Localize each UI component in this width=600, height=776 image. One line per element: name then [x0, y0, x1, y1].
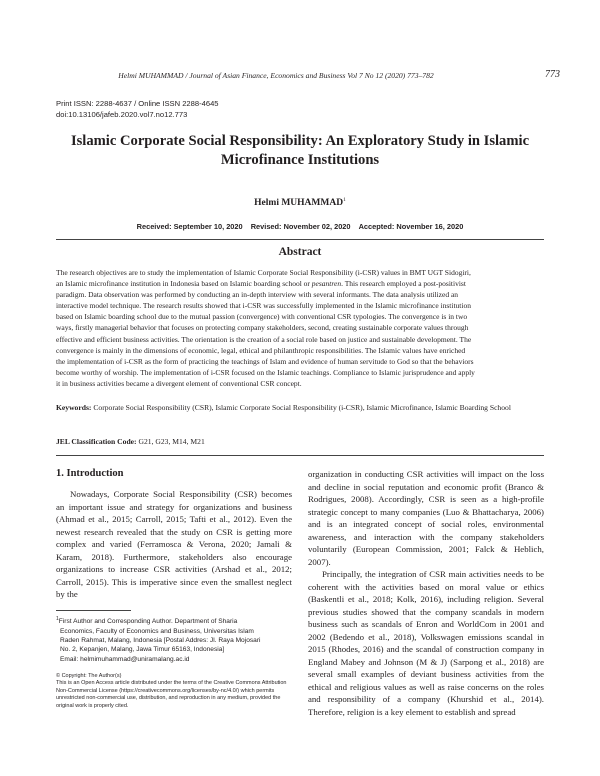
top-rule — [56, 239, 544, 240]
copyright-line: This is an Open Access article distributed under the terms of the Creative Commons Attribution — [56, 680, 287, 687]
article-dates — [0, 222, 600, 231]
abstract-body — [56, 267, 544, 389]
copyright-line: original work is properly cited. — [56, 702, 129, 709]
title-line-1: Islamic Corporate Social Responsibility: An Exploratory Study in Islamic — [70, 133, 530, 149]
abstract-line: paradigm. Data observation was performed by conducting an in-depth interview with several informants. The data analysis utilized an — [56, 290, 459, 300]
intro-left-paragraph: Nowadays, Corporate Social Responsibility (CSR) becomes an important issue and strategy for organizations and business (Ahmad et al., 2015; Carroll, 2015; Tafti et al., 2012). Even the newest research revealed that the study on CSR is getting more complex and varied (Ferramosca & Verona, 2020; Jamali & Karam, 2018). Furthermore, stakeholders also encourage organizations to increase CSR activities (Arshad et al., 2012; Carroll, 2015). This is imperative since even the smallest neglect by the — [56, 489, 292, 599]
issn-line: Print ISSN: 2288-4637 / Online ISSN 2288-4645 — [56, 99, 219, 108]
abstract-heading: Abstract — [278, 246, 322, 258]
intro-right-paragraph-2: Principally, the integration of CSR main activities needs to be coherent with the activities based on moral value or ethics (Baskentli et al., 2018; Kolk, 2016), including religion. Several previous studies showed that the company scandals in modern business such as scandals of Enron and WorldCom in 2001 and 2002 (Bedendo et al., 2018), Volkswagen emissions scandal in 2015 (Rhodes, 2016) and the scandal of construction company in England Mabey and Johnson (M & J) (Sarpong et al., 2018) are several small examples of deviant business activities from the ethical and religious values as well as raise concerns on the roles and responsibility of a company (Khurshid et al., 2014). Therefore, religion is a key element to establish and spread — [308, 569, 544, 717]
author — [0, 197, 600, 208]
abstract-line: convergence is mainly in the dimensions of economic, legal, ethical and philanthropic responsibilities. The Islamic values have enriched — [56, 345, 466, 355]
keywords — [56, 402, 544, 414]
doi-line[interactable]: doi:10.13106/jafeb.2020.vol7.no12.773 — [56, 110, 188, 119]
abstract-line: based on Islamic boarding school due to the mutual passion (convergence) with conventional CSR typologies. The convergence is in two — [56, 312, 468, 322]
footnote-line: Raden Rahmat, Malang, Indonesia [Postal Addres: Jl. Raya Mojosari — [60, 637, 261, 644]
abstract-line: effective and efficient business activities. The orientation is the creation of a social role based on justice and sustainable development. The — [56, 334, 472, 344]
footnote-line: Economics, Faculty of Economics and Business, Universitas Islam — [60, 627, 254, 635]
abstract-line: The research objectives are to study the implementation of Islamic Corporate Social Responsibility (i-CSR) values in BMT UGT Sidogiri, — [56, 268, 471, 277]
revised-date: Revised: November 02, 2020 — [250, 222, 351, 231]
footnote-marker: 1 — [56, 616, 59, 622]
copyright-notice — [56, 673, 292, 710]
author-name: Helmi MUHAMMAD — [254, 198, 344, 209]
footnote-line: No. 2, Kepanjen, Malang, Jawa Timur 65163, Indonesia] — [60, 646, 225, 654]
footnote-line: $^1$First Author and Corresponding Author. Department of Sharia — [56, 616, 238, 626]
title-line-2: Microfinance Institutions — [220, 152, 380, 168]
jel-classification — [56, 436, 544, 448]
article-title — [60, 132, 540, 170]
accepted-date: Accepted: November 16, 2020 — [358, 222, 464, 231]
abstract-line: an Islamic microfinance institution in Indonesia based on Islamic boarding school or pesantren. This research employed a post-positivist — [56, 279, 466, 289]
author-marker: 1 — [343, 197, 346, 203]
abstract-line: interactive model technique. The research results showed that i-CSR was successfully implemented in the Islamic microfinance institution — [56, 301, 471, 311]
issn-block — [56, 98, 219, 120]
page-number: 773 — [545, 69, 560, 80]
keywords-text: Corporate Social Responsibility (CSR), Islamic Corporate Social Responsibility (i-CSR), Islamic Microfinance, Islamic Boarding School — [93, 403, 511, 412]
abstract-line: it in business activities became a divergent element of conventional CSR concept. — [56, 378, 302, 388]
jel-label: JEL Classification Code: — [56, 437, 137, 446]
copyright-line: Non-Commercial License (https://creativecommons.org/licenses/by-nc/4.0/) which permits — [56, 687, 275, 694]
section-rule — [56, 455, 544, 456]
footnote-email[interactable]: Email: helmimuhammad@uniramalang.ac.id — [60, 655, 190, 663]
intro-right-paragraph-1: organization in conducting CSR activities will impact on the loss and decline in social reputation and economic profit (Branco & Rodrigues, 2008). Accordingly, CSR is seen as a high-profile strategic concept to many companies (Luo & Bhattacharya, 2006) and is an integrated concept of social roles, environmental awareness, and interaction with the company stakeholders voluntarily (European Commission, 2001; Falck & Heblich, 2007). — [308, 469, 544, 567]
footnote-rule — [56, 610, 131, 611]
keywords-label: Keywords: — [56, 403, 92, 412]
abstract-line: become worthy of worship. The implementation of i-CSR focused on the Islamic teachings. Compliance to Islamic jurisprudence and apply — [56, 367, 475, 377]
jel-codes: G21, G23, M14, M21 — [138, 437, 205, 446]
copyright-line: unrestricted non-commercial use, distribution, and reproduction in any medium, provided the — [56, 695, 281, 702]
abstract-line: ways, firstly managerial behavior that focuses on protecting company stakeholders, second, creating sustainable corporate values through — [56, 323, 469, 333]
page-header — [40, 70, 560, 82]
abstract-italic: pesantren — [311, 279, 342, 289]
section-heading: 1. Introduction — [56, 468, 124, 479]
intro-right-column — [308, 468, 544, 718]
abstract-line: the implementation of i-CSR as the form of practicing the teachings of Islam and evidence of human servitude to God so that the behaviors — [56, 356, 474, 366]
running-head: Helmi MUHAMMAD / Journal of Asian Finance, Economics and Business Vol 7 No 12 (2020) 773–782 — [118, 71, 434, 80]
received-date: Received: September 10, 2020 — [136, 222, 243, 231]
author-footnote — [56, 615, 292, 664]
copyright-line: © Copyright: The Author(s) — [56, 673, 122, 679]
